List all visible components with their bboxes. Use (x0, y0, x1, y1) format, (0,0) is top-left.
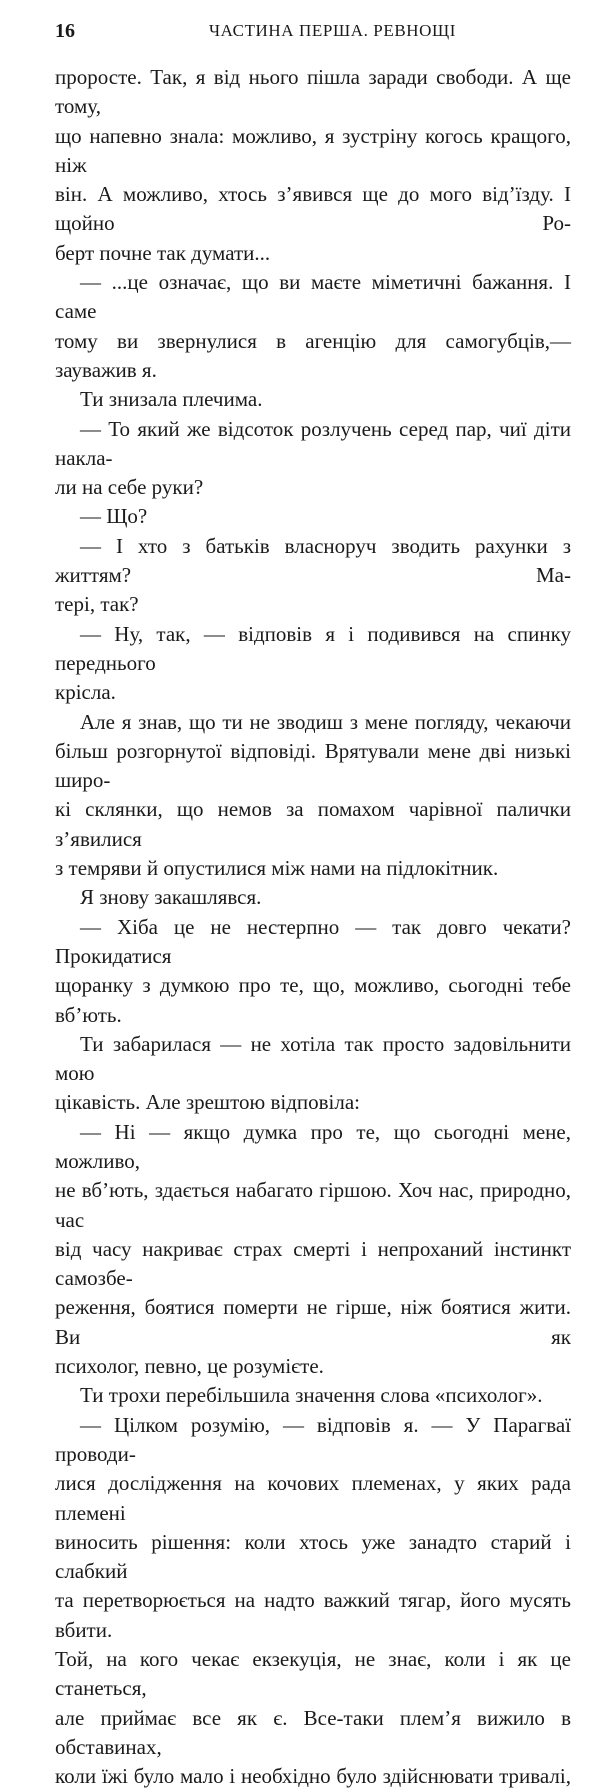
text-line: Ти забарилася — не хотіла так просто задовільнити мою (55, 1031, 571, 1086)
text-line: — ...це означає, що ви маєте міметичні бажання. І саме (55, 270, 571, 324)
text-line: він. А можливо, хтось з’явився ще до мого від’їзду. І щойно Ро- (55, 182, 571, 236)
text-line: — Що? (80, 504, 148, 529)
text-line: тому ви звернулися в агенцію для самогубців,— зауважив я. (55, 328, 571, 382)
text-line: Той, на кого чекає екзекуція, не знає, коли і як це станеться, (55, 1647, 571, 1701)
text-line: більш розгорнутої відповіді. Врятували мене дві низькі широ- (55, 738, 571, 793)
text-line: щоранку з думкою про те, що, можливо, сьогодні тебе вб’ють. (55, 973, 571, 1027)
body-text (55, 63, 571, 1792)
text-line: — Цілком розумію, — відповів я. — У Парагваї проводи- (55, 1412, 571, 1466)
text-line: ли на себе руки? (55, 475, 204, 500)
page-number: 16 (55, 20, 75, 42)
text-line: але приймає все як є. Все-таки плем’я вижило в обставинах, (55, 1705, 571, 1759)
text-line: цікавість. Але зрештою відповіла: (55, 1090, 361, 1115)
text-line: лися дослідження на кочових племенах, у яких рада племені (55, 1471, 571, 1525)
text-line: не вб’ють, здається набагато гіршою. Хоч нас, природно, час (55, 1178, 571, 1232)
text-line: проросте. Так, я від нього пішла заради свободи. А ще тому, (55, 65, 571, 119)
text-line: — Ні — якщо думка про те, що сьогодні мене, можливо, (55, 1119, 571, 1173)
text-line: реження, боятися померти не гірше, ніж боятися жити. Ви як (55, 1295, 571, 1349)
text-line: від часу накриває страх смерті і непроханий інстинкт самозбе- (55, 1236, 571, 1291)
text-line: Але я знав, що ти не зводиш з мене погляду, чекаючи (80, 709, 571, 734)
text-line: що напевно знала: можливо, я зустріну когось кращого, ніж (55, 123, 571, 177)
text-line: — Хіба це не нестерпно — так довго чекати? Прокидатися (55, 914, 571, 968)
text-line: — І хто з батьків власноруч зводить рахунки з життям? Ма- (55, 533, 571, 588)
running-head: ЧАСТИНА ПЕРША. РЕВНОЩІ (208, 21, 457, 40)
text-line: Ти знизала плечима. (80, 387, 263, 412)
text-line: крісла. (55, 680, 116, 705)
text-line: кі склянки, що немов за помахом чарівної палички з’явилися (55, 797, 571, 851)
text-line: виносить рішення: коли хтось уже занадто старий і слабкий (55, 1529, 571, 1584)
text-line: — То який же відсоток розлучень серед пар, чиї діти накла- (55, 416, 571, 470)
text-line: берт почне так думати... (55, 240, 271, 265)
page-header (55, 18, 570, 44)
text-line: психолог, певно, це розумієте. (55, 1354, 324, 1379)
text-line: Ти трохи перебільшила значення слова «психолог». (80, 1383, 543, 1408)
text-line: тері, так? (55, 592, 139, 617)
text-line: — Ну, так, — відповів я і подивився на спинку переднього (55, 621, 571, 675)
text-line: Я знову закашлявся. (80, 885, 262, 910)
text-line: з темряви й опустилися між нами на підлокітник. (55, 856, 499, 881)
text-line: коли їжі було мало і необхідно було здійснювати тривалі, (55, 1764, 571, 1789)
text-line: та перетворюється на надто важкий тягар, його мусять вбити. (55, 1588, 571, 1642)
